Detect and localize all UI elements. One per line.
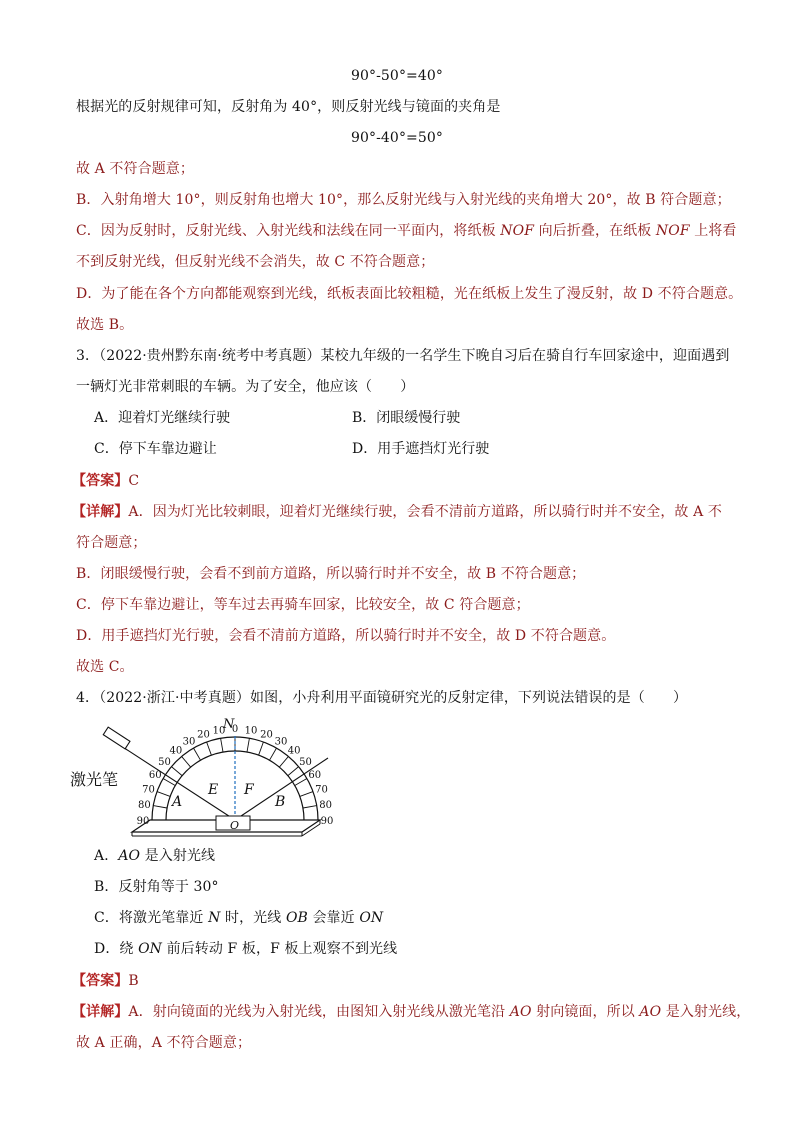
label-n: N: [208, 910, 221, 926]
detail-line: [72, 502, 734, 522]
solution-line: 不到反射光线，但反射光线不会消失，故 C 不符合题意；: [76, 254, 435, 270]
answer-line: [72, 471, 734, 491]
text-part: 射向镜面，所以: [531, 1004, 640, 1020]
protractor-tick: [279, 756, 288, 767]
detail-line: C．停下车靠边避让，等车过去再骑车回家，比较安全，故 C 符合题意；: [76, 597, 530, 613]
answer-tag: 【答案】: [72, 973, 129, 989]
protractor-tick: [259, 742, 264, 755]
solution-line: 故选 B。: [76, 317, 134, 333]
answer-value: C: [128, 473, 140, 489]
text-part: A．: [94, 848, 119, 864]
label-ao: AO: [509, 1004, 532, 1020]
option-c: [94, 908, 734, 928]
protractor-label: 50: [158, 756, 171, 768]
detail-line: D．用手遮挡灯光行驶，会看不清前方道路，所以骑行时并不安全，故 D 不符合题意。: [76, 628, 616, 644]
label-a: A: [172, 794, 183, 810]
option-a: [94, 846, 734, 866]
text-part: 上将看: [689, 223, 737, 239]
label-ao: AO: [118, 848, 141, 864]
question-4-stem: 4．（2022·浙江·中考真题）如图，小舟利用平面镜研究光的反射定律，下列说法错误的是（ ）: [76, 690, 688, 706]
text-part: 向后折叠，在纸板: [534, 223, 656, 239]
protractor-label: 30: [182, 736, 196, 748]
protractor-label: 40: [287, 745, 301, 757]
solution-line: D．为了能在各个方向都能观察到光线，纸板表面比较粗糙，光在纸板上发生了漫反射，故 D 不符合题意。: [76, 286, 743, 302]
protractor-label: 90: [136, 816, 150, 827]
text-part: 前后转动 F 板，F 板上观察不到光线: [162, 941, 398, 957]
option-b: B．反射角等于 30°: [94, 879, 219, 895]
text-part: A．射向镜面的光线为入射光线，由图知入射光线从激光笔沿: [128, 1004, 510, 1020]
protractor-tick: [194, 748, 201, 760]
question-3-stem: 3．（2022·贵州黔东南·统考中考真题）某校九年级的一名学生下晚自习后在骑自行车回家途中，迎面遇到: [76, 348, 730, 364]
solution-line: 根据光的反射规律可知，反射角为 40°，则反射光线与镜面的夹角是: [76, 99, 501, 115]
protractor-tick: [221, 738, 223, 752]
option-c: C．停下车靠边避让: [94, 441, 217, 457]
detail-tag: 【详解】: [72, 504, 129, 520]
text-part: 会靠近: [307, 910, 360, 926]
protractor-label: 60: [148, 770, 162, 781]
detail-line: 符合题意；: [76, 535, 147, 551]
protractor-label: 70: [142, 784, 155, 796]
solution-line: [76, 221, 737, 241]
protractor-tick: [171, 767, 182, 776]
label-nof: NOF: [655, 223, 690, 239]
protractor-label: 10: [212, 725, 226, 737]
protractor-label: 80: [319, 800, 332, 811]
text-part: D．绕: [94, 941, 139, 957]
laser-pen-label: 激光笔: [70, 770, 119, 789]
protractor-tick: [303, 806, 317, 808]
label-b: B: [275, 794, 286, 810]
equation-1: 90°-50°=40°: [350, 68, 443, 84]
label-f: F: [244, 782, 254, 798]
solution-line: B．入射角增大 10°，则反射角也增大 10°，那么反射光线与入射光线的夹角增大 20°，故 B 符合题意；: [76, 192, 731, 208]
protractor-tick: [270, 748, 277, 760]
protractor-label: 50: [299, 756, 312, 768]
protractor-label: 70: [315, 784, 328, 796]
option-d: [94, 939, 734, 959]
detail-tag: 【详解】: [72, 1004, 129, 1020]
protractor-label: 10: [244, 725, 258, 737]
protractor-label: 20: [197, 729, 210, 741]
label-o: O: [230, 819, 240, 832]
text-part: C．将激光笔靠近: [94, 910, 209, 926]
detail-line: B．闭眼缓慢行驶，会看不到前方道路，所以骑行时并不安全，故 B 不符合题意；: [76, 566, 586, 582]
question-3-stem: 一辆灯光非常刺眼的车辆。为了安全，他应该（ ）: [76, 379, 415, 395]
option-b: B．闭眼缓慢行驶: [352, 410, 461, 426]
protractor-label: 0: [231, 724, 239, 735]
text-part: C．因为反射时，反射光线、入射光线和法线在同一平面内，将纸板: [76, 223, 501, 239]
protractor-tick: [207, 742, 212, 755]
protractor-tick: [157, 792, 170, 797]
answer-tag: 【答案】: [72, 473, 129, 489]
detail-line: 故选 C。: [76, 659, 134, 675]
protractor-tick: [288, 767, 299, 776]
protractor-label: 90: [320, 816, 334, 827]
text-part: 是入射光线，: [661, 1004, 751, 1020]
protractor-tick: [247, 738, 249, 752]
option-d: D．用手遮挡灯光行驶: [352, 441, 490, 457]
protractor-tick: [182, 756, 191, 767]
label-ao: AO: [639, 1004, 662, 1020]
protractor-label: 20: [260, 729, 273, 741]
label-n: N: [223, 717, 235, 732]
solution-line: 故 A 不符合题意；: [76, 161, 195, 177]
text-part: 时，光线: [220, 910, 286, 926]
protractor-label: 40: [169, 745, 183, 757]
answer-line: [72, 971, 734, 991]
protractor-label: 60: [308, 770, 322, 781]
detail-line: [72, 1002, 751, 1022]
protractor-tick: [300, 792, 313, 797]
label-e: E: [208, 782, 219, 798]
text-part: 是入射光线: [140, 848, 216, 864]
protractor-tick: [153, 806, 167, 808]
label-on: ON: [138, 941, 163, 957]
protractor-label: 30: [274, 736, 288, 748]
text-part: A．因为灯光比较刺眼，迎着灯光继续行驶，会看不清前方道路，所以骑行时并不安全，故 A 不: [128, 504, 722, 520]
protractor-label: 80: [138, 800, 151, 811]
option-a: A．迎着灯光继续行驶: [94, 410, 231, 426]
label-nof: NOF: [500, 223, 535, 239]
label-ob: OB: [285, 910, 308, 926]
equation-2: 90°-40°=50°: [350, 130, 443, 146]
detail-line: 故 A 正确，A 不符合题意；: [76, 1035, 252, 1051]
answer-value: B: [128, 973, 139, 989]
reflection-figure: [70, 712, 340, 837]
label-on: ON: [359, 910, 384, 926]
